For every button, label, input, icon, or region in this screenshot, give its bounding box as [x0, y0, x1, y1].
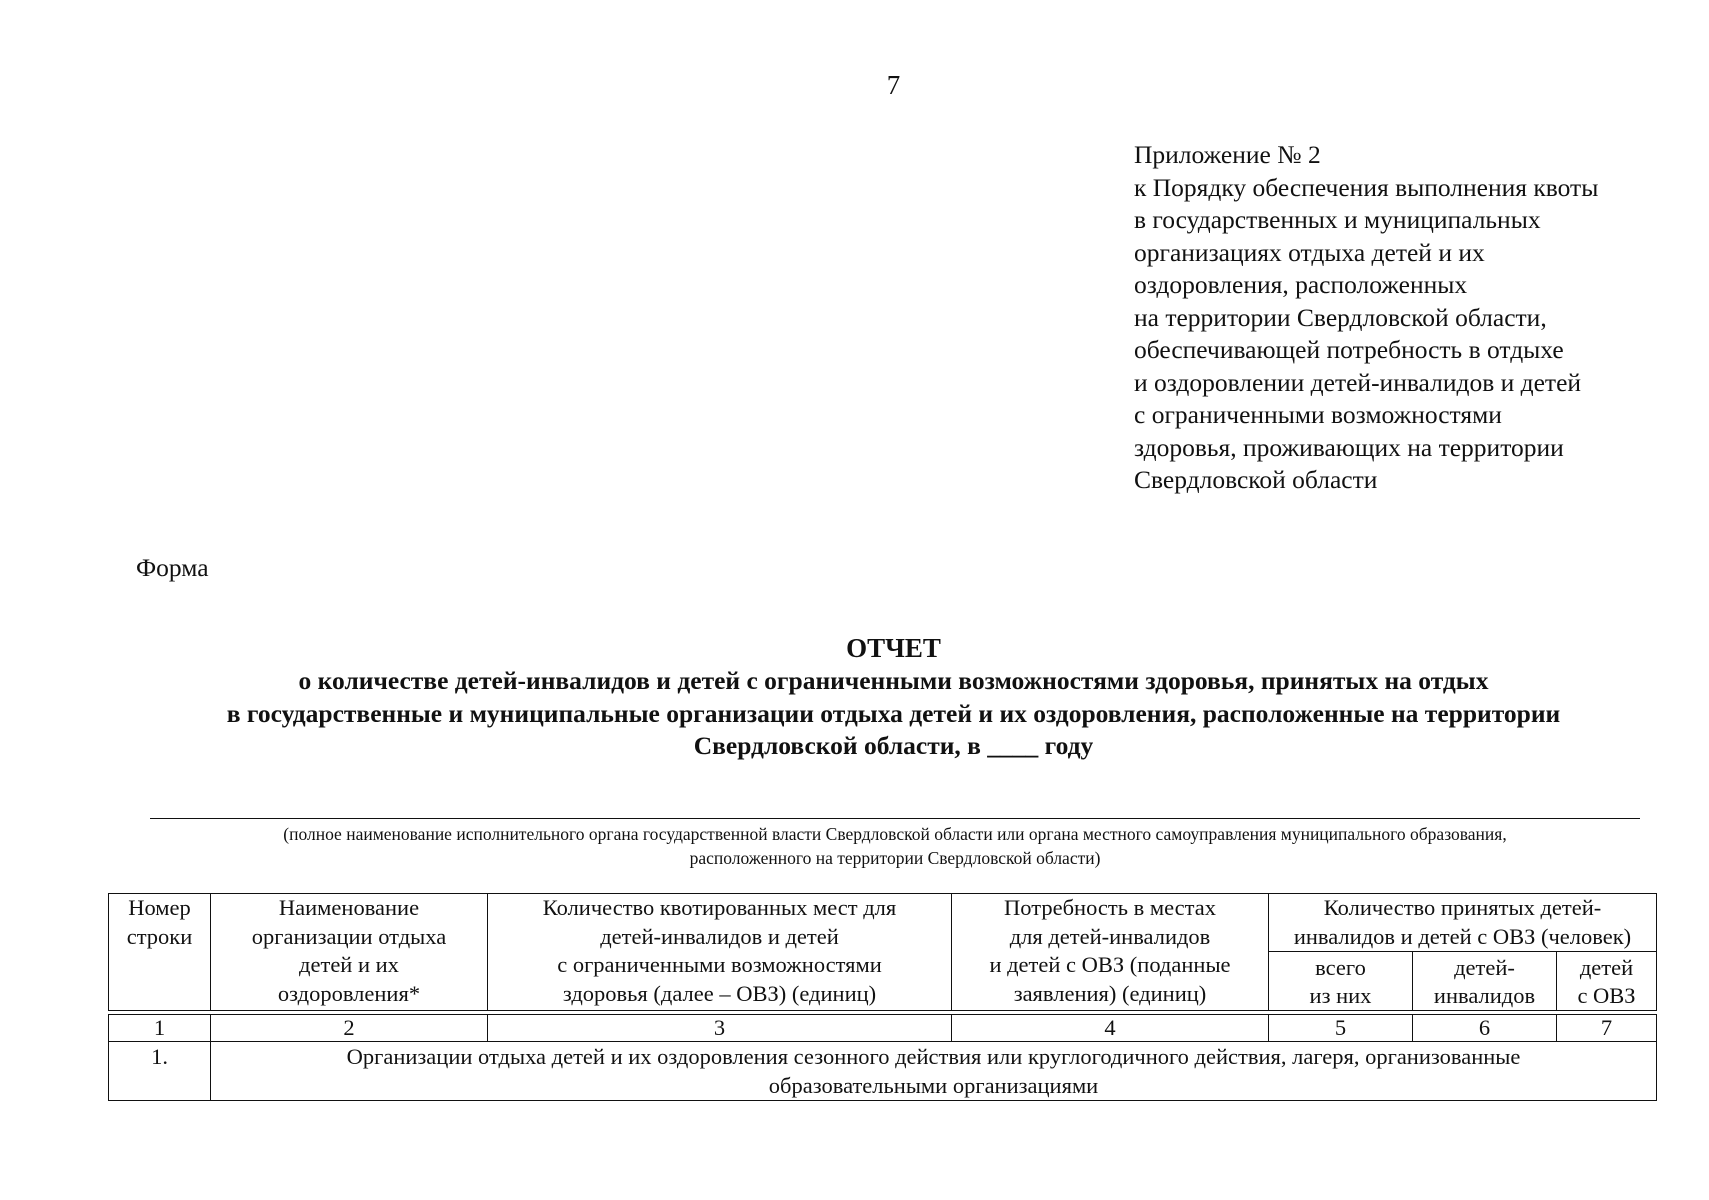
column-number: 2	[211, 1015, 488, 1042]
column-number: 4	[952, 1015, 1269, 1042]
header-accepted-disabled: детей- инвалидов	[1413, 952, 1557, 1011]
authority-caption	[150, 822, 1640, 870]
row-section-title: Организации отдыха детей и их оздоровления сезонного действия или круглогодичного действия, лагеря, организованные образовательными организациями	[211, 1042, 1657, 1101]
column-number: 6	[1413, 1015, 1557, 1042]
appendix-line: в государственных и муниципальных	[1134, 205, 1541, 234]
appendix-line: с ограниченными возможностями	[1134, 400, 1502, 429]
report-table	[108, 893, 1657, 1101]
appendix-line: Приложение № 2	[1134, 140, 1321, 169]
authority-caption-line: (полное наименование исполнительного органа государственной власти Свердловской области или органа местного самоуправления муниципального образования,	[283, 824, 1507, 844]
header-accepted-ovz: детей с ОВЗ	[1557, 952, 1657, 1011]
report-subtitle-line: Свердловской области, в ____ году	[693, 731, 1094, 760]
report-subtitle-line: в государственные и муниципальные организации отдыха детей и их оздоровления, расположенные на территории	[226, 698, 1561, 728]
authority-caption-line: расположенного на территории Свердловской области)	[689, 848, 1101, 868]
column-number: 5	[1269, 1015, 1413, 1042]
row-number: 1.	[109, 1042, 211, 1101]
appendix-line: обеспечивающей потребность в отдыхе	[1134, 335, 1564, 364]
appendix-line: здоровья, проживающих на территории	[1134, 432, 1564, 462]
header-accepted-group: Количество принятых детей- инвалидов и детей с ОВЗ (человек)	[1269, 894, 1657, 952]
column-number: 3	[488, 1015, 952, 1042]
header-row	[109, 894, 1657, 952]
column-number: 1	[109, 1015, 211, 1042]
appendix-line: оздоровления, расположенных	[1134, 270, 1468, 299]
report-subtitle	[60, 665, 1709, 763]
appendix-line: на территории Свердловской области,	[1134, 302, 1547, 332]
header-demand: Потребность в местах для детей-инвалидов и детей с ОВЗ (поданные заявления) (единиц)	[952, 894, 1269, 1011]
appendix-line: Свердловской области	[1134, 465, 1378, 494]
table-row	[109, 1042, 1657, 1101]
header-row-number: Номер строки	[109, 894, 211, 1011]
header-accepted-total: всего из них	[1269, 952, 1413, 1011]
appendix-line: организациях отдыха детей и их	[1134, 237, 1485, 267]
appendix-reference	[1134, 139, 1694, 497]
report-title: ОТЧЕТ	[846, 633, 941, 663]
authority-name-fill-line	[150, 818, 1640, 819]
column-number-row	[109, 1015, 1657, 1042]
page-number: 7	[886, 70, 901, 100]
header-quota-places: Количество квотированных мест для детей-инвалидов и детей с ограниченными возможностями здоровья (далее – ОВЗ) (единиц)	[488, 894, 952, 1011]
appendix-line: к Порядку обеспечения выполнения квоты	[1134, 172, 1599, 202]
column-number: 7	[1557, 1015, 1657, 1042]
appendix-line: и оздоровлении детей-инвалидов и детей	[1134, 367, 1582, 397]
form-label: Форма	[136, 553, 209, 582]
header-organization: Наименование организации отдыха детей и их оздоровления*	[211, 894, 488, 1011]
report-subtitle-line: о количестве детей-инвалидов и детей с ограниченными возможностями здоровья, принятых на отдых	[298, 666, 1489, 695]
